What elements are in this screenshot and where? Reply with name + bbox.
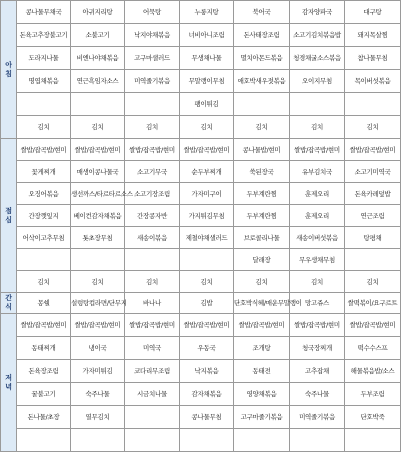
menu-cell: 유부김치국	[290, 161, 345, 183]
menu-cell: 브로콜리나물	[234, 227, 290, 249]
menu-cell	[17, 429, 71, 452]
menu-cell: 연근흑임자소스	[71, 70, 125, 93]
menu-cell: 두부계란찜	[234, 183, 290, 205]
meal-section-label	[1, 314, 17, 452]
menu-cell: 설렁탕컵라면/단무지	[71, 293, 125, 314]
menu-cell: 낙지야채볶음	[125, 24, 180, 47]
menu-cell: 김치	[71, 271, 125, 293]
menu-cell	[234, 429, 290, 452]
menu-cell	[17, 249, 71, 271]
menu-cell: 도라지나물	[17, 47, 71, 70]
meal-section-label-char: 점	[5, 206, 12, 215]
meal-section-label-char: 식	[5, 303, 12, 311]
menu-cell: 돈사태장조림	[234, 24, 290, 47]
menu-cell: 연근조림	[345, 205, 401, 227]
menu-cell: 두부조림	[345, 383, 401, 406]
menu-cell: 소불고기	[71, 24, 125, 47]
menu-cell: 제철야채샐러드	[180, 227, 234, 249]
menu-cell	[180, 249, 234, 271]
menu-cell: 베이컨감자채볶음	[71, 205, 125, 227]
menu-cell: 생선까스/타르타르소스	[71, 183, 125, 205]
menu-cell: 오징어볶음	[17, 183, 71, 205]
meal-row	[1, 205, 401, 227]
meal-row	[1, 139, 401, 161]
menu-cell: 쌀밥/잡곡밥/현미	[71, 139, 125, 161]
menu-cell: 동태찌개	[17, 337, 71, 360]
meal-row	[1, 24, 401, 47]
menu-cell	[125, 429, 180, 452]
menu-cell: 미역국	[125, 337, 180, 360]
menu-cell: 떡수수스프	[345, 337, 401, 360]
meal-section-label-char: 녁	[5, 382, 12, 391]
menu-cell: 감자양파국	[290, 1, 345, 24]
menu-cell: 가지튀김무침	[180, 205, 234, 227]
menu-cell: 순두부찌개	[180, 161, 234, 183]
meal-row	[1, 161, 401, 183]
menu-cell	[345, 429, 401, 452]
menu-cell: 쌀밥/잡곡밥/현미	[17, 314, 71, 337]
menu-cell: 가자미구이	[180, 183, 234, 205]
menu-cell: 김치	[17, 271, 71, 293]
menu-cell: 냉이국	[71, 337, 125, 360]
menu-cell: 미역줄기볶음	[290, 406, 345, 429]
meal-row	[1, 271, 401, 293]
menu-cell: 오이지무침	[290, 70, 345, 93]
menu-cell: 애호박새우젓볶음	[234, 70, 290, 93]
menu-cell: 조개탕	[234, 337, 290, 360]
menu-cell: 고구마줄기볶음	[234, 406, 290, 429]
menu-cell: 돈육고추장불고기	[17, 24, 71, 47]
menu-cell	[71, 249, 125, 271]
menu-cell: 가자미튀김	[71, 360, 125, 383]
menu-cell: 돼지목살찜	[345, 24, 401, 47]
menu-cell: 무생채나물	[180, 47, 234, 70]
meal-row	[1, 183, 401, 205]
menu-cell: 돈나물/초장	[17, 406, 71, 429]
menu-cell: 목이버섯볶음	[345, 70, 401, 93]
menu-cell: 단호박죽	[345, 406, 401, 429]
menu-cell: 망고쥬스	[290, 293, 345, 314]
menu-cell: 시금치나물	[125, 383, 180, 406]
meal-section-label	[1, 139, 17, 293]
menu-cell	[125, 93, 180, 116]
menu-cell: 훈제오리	[290, 183, 345, 205]
menu-cell: 어삭이고추무침	[17, 227, 71, 249]
menu-cell: 감자채볶음	[180, 383, 234, 406]
menu-cell: 김치	[71, 116, 125, 139]
menu-cell: 꽃게찌개	[17, 161, 71, 183]
meal-row	[1, 227, 401, 249]
menu-cell: 쌀밥/잡곡밥/현미	[125, 314, 180, 337]
menu-cell: 달래장	[234, 249, 290, 271]
meal-row	[1, 70, 401, 93]
menu-cell: 김치	[125, 116, 180, 139]
menu-cell: 몽쉘	[17, 293, 71, 314]
menu-cell: 새송이볶음	[125, 227, 180, 249]
meal-section-label-char: 침	[5, 69, 12, 78]
menu-cell: 너비아니조림	[180, 24, 234, 47]
meal-section-label-char: 아	[5, 60, 12, 69]
menu-cell	[290, 429, 345, 452]
menu-cell: 콩나물무침	[180, 406, 234, 429]
menu-cell: 영양채볶음	[234, 383, 290, 406]
menu-cell: 쌀밥/잡곡밥/현미	[290, 314, 345, 337]
menu-cell: 매생이콩나물국	[71, 161, 125, 183]
meal-section-label-char: 저	[5, 373, 12, 382]
menu-cell: 김치	[234, 271, 290, 293]
menu-cell: 탕평채	[345, 227, 401, 249]
meal-row	[1, 93, 401, 116]
menu-cell: 고추잡채	[290, 360, 345, 383]
menu-cell: 쌀밥/잡곡밥/현미	[290, 139, 345, 161]
menu-cell	[180, 429, 234, 452]
meal-row	[1, 47, 401, 70]
menu-cell: 꿀불고기	[17, 383, 71, 406]
menu-cell: 새송이버섯볶음	[290, 227, 345, 249]
menu-cell: 소고기미역국	[345, 161, 401, 183]
menu-cell	[125, 406, 180, 429]
menu-cell: 누룽지탕	[180, 1, 234, 24]
menu-cell: 숙주나물	[290, 383, 345, 406]
menu-cell: 김치	[180, 271, 234, 293]
menu-cell: 명엽채볶음	[17, 70, 71, 93]
menu-cell: 김치	[290, 116, 345, 139]
menu-cell: 콩나물무채국	[17, 1, 71, 24]
menu-cell: 청경채굴소스볶음	[290, 47, 345, 70]
menu-cell: 톳초장무침	[71, 227, 125, 249]
menu-cell: 쌀떡볶이/요구르트	[345, 293, 401, 314]
meal-row	[1, 360, 401, 383]
menu-cell	[71, 429, 125, 452]
menu-cell: 미역줄기볶음	[125, 70, 180, 93]
menu-cell: 쌀밥/잡곡밥/현미	[180, 139, 234, 161]
menu-cell	[71, 93, 125, 116]
menu-cell: 쌀밥/잡곡밥/현미	[345, 139, 401, 161]
menu-cell: 돈육카레덮밥	[345, 183, 401, 205]
menu-cell: 아귀지리탕	[71, 1, 125, 24]
menu-cell: 쌀밥/잡곡밥/현미	[71, 314, 125, 337]
menu-cell	[345, 93, 401, 116]
menu-cell: 바나나	[125, 293, 180, 314]
menu-cell	[234, 93, 290, 116]
meal-section-label-char: 심	[5, 215, 12, 224]
menu-cell: 팽이튀김	[180, 93, 234, 116]
menu-cell: 콩나물밥/현미	[234, 139, 290, 161]
menu-cell: 김치	[234, 116, 290, 139]
menu-cell: 쌀밥/잡곡밥/현미	[345, 314, 401, 337]
menu-cell: 우동국	[180, 337, 234, 360]
menu-cell: 쌀밥/잡곡밥/현미	[234, 314, 290, 337]
meal-row	[1, 314, 401, 337]
menu-cell: 코다리무조림	[125, 360, 180, 383]
menu-cell: 돈육장조림	[17, 360, 71, 383]
menu-cell	[345, 249, 401, 271]
menu-cell: 비엔나야채볶음	[71, 47, 125, 70]
menu-cell: 김치	[345, 116, 401, 139]
menu-cell: 소고기장조림	[125, 183, 180, 205]
menu-cell: 김치	[125, 271, 180, 293]
meal-section-label-char: 간	[5, 294, 12, 302]
meal-section-label	[1, 1, 17, 139]
menu-cell	[17, 93, 71, 116]
menu-cell: 무말랭이무침	[180, 70, 234, 93]
menu-cell	[290, 93, 345, 116]
menu-cell: 간장깻잎지	[17, 205, 71, 227]
menu-cell	[125, 249, 180, 271]
menu-cell: 참나물무침	[345, 47, 401, 70]
menu-cell: 멸치아몬드볶음	[234, 47, 290, 70]
menu-cell: 동태전	[234, 360, 290, 383]
menu-cell: 김밥	[180, 293, 234, 314]
menu-cell: 해물볶음밥/소스	[345, 360, 401, 383]
menu-cell: 간장콩자반	[125, 205, 180, 227]
menu-cell: 쌀밥/잡곡밥/현미	[125, 139, 180, 161]
meal-row	[1, 1, 401, 24]
menu-cell: 쑥된장국	[234, 161, 290, 183]
menu-cell: 두부계란찜	[234, 205, 290, 227]
meal-row	[1, 337, 401, 360]
menu-cell: 김치	[290, 271, 345, 293]
menu-cell: 숙주나물	[71, 383, 125, 406]
menu-cell: 대구탕	[345, 1, 401, 24]
menu-cell: 훈제오리	[290, 205, 345, 227]
meal-row	[1, 293, 401, 314]
menu-cell: 김치	[17, 116, 71, 139]
menu-cell: 쌀밥/잡곡밥/현미	[180, 314, 234, 337]
meal-section-label	[1, 293, 17, 314]
meal-row	[1, 383, 401, 406]
menu-cell: 김치	[180, 116, 234, 139]
meal-table-body	[1, 1, 401, 452]
menu-cell: 쌀밥/잡곡밥/현미	[17, 139, 71, 161]
menu-cell: 단호박식혜/매운무말랭이	[234, 293, 290, 314]
meal-row	[1, 116, 401, 139]
menu-cell: 낙지볶음	[180, 360, 234, 383]
meal-row	[1, 249, 401, 271]
menu-cell: 소고기김치볶음밥	[290, 24, 345, 47]
menu-cell: 어묵탕	[125, 1, 180, 24]
menu-cell: 청국장찌개	[290, 337, 345, 360]
menu-cell: 소고기무국	[125, 161, 180, 183]
menu-cell: 무우생채무침	[290, 249, 345, 271]
menu-cell: 열무김치	[71, 406, 125, 429]
meal-row	[1, 429, 401, 452]
menu-cell: 김치	[345, 271, 401, 293]
menu-cell: 고구마샐러드	[125, 47, 180, 70]
menu-cell: 북어국	[234, 1, 290, 24]
meal-row	[1, 406, 401, 429]
